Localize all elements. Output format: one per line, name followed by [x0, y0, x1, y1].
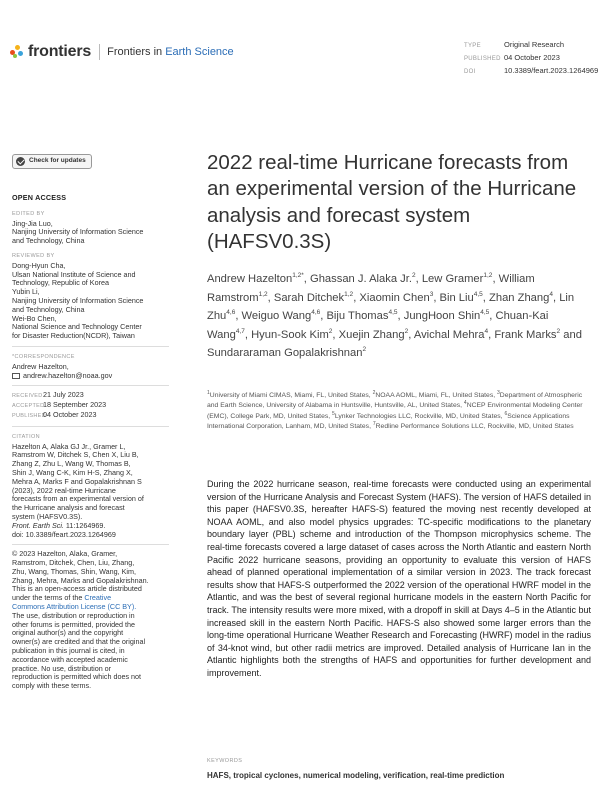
reviewer-line: Ulsan National Institute of Science and	[12, 269, 136, 279]
copyright-line: original author(s) and the copyright	[12, 628, 124, 638]
editor-info	[12, 220, 169, 246]
cc-by-link[interactable]: Commons Attribution License (CC BY).	[12, 602, 137, 612]
reviewer-line: for Disaster Reduction(NCDR), Taiwan	[12, 331, 135, 341]
author-affiliation-mark: 1,2	[258, 290, 268, 298]
meta-row	[464, 65, 598, 78]
author-name[interactable]: Xuejin Zhang$^2$	[338, 327, 409, 341]
copyright-text: under the terms of the	[12, 593, 85, 603]
copyright-line: practice. No use, distribution or	[12, 663, 112, 673]
citation-line: Zhang Z, Zhu L, Wang W, Thomas B,	[12, 459, 131, 469]
copyright-line: accordance with accepted academic	[12, 654, 128, 664]
meta-value[interactable]: 10.3389/feart.2023.1264969	[504, 66, 599, 75]
reviewed-by-label: REVIEWED BY	[12, 252, 55, 259]
author-affiliation-mark: 4,5	[480, 309, 490, 316]
affiliation-mark: 5	[332, 410, 335, 417]
editor-line: Jing-Jia Luo,	[12, 218, 53, 228]
date-value: 04 October 2023	[43, 409, 97, 419]
email-link[interactable]: andrew.hazelton@noaa.gov	[23, 370, 113, 380]
affiliation-mark: 2	[372, 390, 376, 396]
citation-line: forecasts from an experimental version of	[12, 494, 144, 504]
keywords: HAFS, tropical cyclones, numerical modeling, verification, real-time prediction	[207, 771, 505, 780]
frontiers-logo-icon	[10, 45, 24, 59]
author-name[interactable]: Ghassan J. Alaka Jr.$^2$	[310, 272, 416, 285]
reviewer-line: and Technology, China	[12, 304, 85, 314]
affiliation-text: Redline Performance Solutions LLC, Rockville, MD, United States	[375, 423, 574, 431]
affiliation-text: Department of Atmospheric and Earth Science, University of Alabama in Huntsville, Huntsville, AL, United States,	[207, 392, 583, 410]
meta-key: DOI	[464, 69, 476, 75]
author-affiliation-mark: 4,6	[226, 309, 236, 316]
reviewer-line: Yubin Li,	[12, 287, 40, 297]
date-row	[12, 411, 169, 421]
editor-line: Nanjing University of Information Science	[12, 227, 144, 237]
meta-row	[464, 52, 598, 65]
citation-line: system (HAFSV0.3S).	[12, 511, 83, 521]
brand-divider	[99, 44, 100, 60]
copyright-line: owner(s) are credited and that the original	[12, 637, 146, 647]
citation-line: Hazelton A, Alaka GJ Jr., Gramer L,	[12, 441, 126, 451]
affiliation-text: NOAA AOML, Miami, FL, United States,	[375, 392, 497, 399]
copyright-line: comply with these terms.	[12, 681, 92, 691]
article-meta	[464, 39, 598, 78]
author-affiliation-mark: 1,2*	[292, 272, 304, 279]
author-list: Andrew Hazelton$^{1,2*}$, Ghassan J. Alaka Jr.$^2$, Lew Gramer$^{1,2}$, William Ramstrom$^{1,2}$, Sarah Ditchek$^{1,2}$, Xiaomin Chen$^3$, Bin Liu$^{4,5}$, Zhan Zhang$^4$, Lin Zhu$^{4,6}$, Weiguo Wang$^{4,6}$, Biju Thomas$^{4,5}$, JungHoon Shin$^{4,5}$, Chuan-Kai Wang$^{4,7}$, Hyun-Sook Kim$^2$, Xuejin Zhang$^2$, Avichal Mehra$^4$, Frank Marks$^2$ and Sundararaman Gopalakrishnan$^2$	[207, 272, 582, 359]
correspondent-name: Andrew Hazelton,	[12, 361, 69, 371]
copyright-line: The use, distribution or reproduction in	[12, 610, 135, 620]
dates-block	[12, 391, 169, 420]
reviewer-line: Wei-Bo Chen,	[12, 313, 57, 323]
author-name[interactable]: Sarah Ditchek$^{1,2}$	[273, 290, 354, 304]
author-name[interactable]: Bin Liu$^{4,5}$	[439, 290, 483, 304]
citation-line: the Hurricane analysis and forecast	[12, 503, 125, 513]
affiliation-mark: 3	[497, 390, 500, 396]
author-affiliation-mark: 2	[556, 327, 561, 335]
citation-line: Mehra A, Marks F and Gopalakrishnan S	[12, 476, 142, 486]
meta-row	[464, 39, 598, 52]
copyright-line: Ramstrom, Ditchek, Chen, Liu, Zhang,	[12, 558, 135, 568]
author-affiliation-mark: 4,5	[388, 309, 398, 316]
date-value: 18 September 2023	[43, 400, 107, 410]
email-row[interactable]	[12, 372, 169, 381]
author-name[interactable]: Biju Thomas$^{4,5}$	[326, 309, 398, 322]
abstract: During the 2022 hurricane season, real-time forecasts were conducted using an experimental version of the Hurricane Analysis and Forecast System (HAFS). The version of HAFS detailed in this paper (HAFSV0.3S, hereafter HAFS-S) featured the moving nest recently developed at NOAA AOML, and also model physics upgrades: TC-specific modifications to the planetary boundary layer (PBL) scheme and introduction of the Thompson microphysics scheme. The real-time forecasts covered a large dataset of cases across the North Atlantic and eastern North Pacific 2022 hurricane seasons, providing an opportunity to evaluate this version of HAFS ahead of planned operational implementation of a similar version in 2023. The track forecast results show that HAFS-S outperformed the 2022 version of the operational HWRF model in the Atlantic, and was the best of several regional hurricane models in the eastern North Pacific for track. The intensity results were more mixed, with a dropoff in skill at Days 4–5 in the Atlantic but increased skill in the eastern North Pacific. HAFS-S also showed some larger errors than the long-time operational Hurricane Weather Research and Forecasting (HWRF) model in the radius of 34-knot wind, but other radii metrics are improved. Detailed analysis of Hurricane Ian in the Atlantic highlights both the strengths of HAFS and opportunities for further development and improvement.	[207, 479, 592, 678]
reviewer-line: Dong-Hyun Cha,	[12, 260, 66, 270]
check-for-updates-button[interactable]: Check for updates	[12, 154, 92, 169]
date-value: 21 July 2023	[43, 390, 84, 400]
copyright-text	[12, 550, 169, 691]
author-name[interactable]: Andrew Hazelton$^{1,2*}$	[207, 272, 304, 285]
correspondence-label: *CORRESPONDENCE	[12, 353, 75, 360]
author-name[interactable]: Lin Zhu$^{4,6}$	[207, 291, 575, 322]
affiliation-mark: 6	[504, 410, 508, 417]
copyright-line: © 2023 Hazelton, Alaka, Gramer,	[12, 549, 118, 559]
affiliation-text: Lynker Technologies LLC, Rockville, MD, United States,	[334, 412, 505, 420]
author-name[interactable]: William Ramstrom$^{1,2}$	[207, 273, 535, 304]
affiliations	[207, 391, 587, 433]
meta-value: Original Research	[504, 40, 565, 49]
author-name[interactable]: Chuan-Kai Wang$^{4,7}$	[207, 310, 549, 341]
article-title: 2022 real-time Hurricane forecasts from an experimental version of the Hurricane analysis and forecast system (HAFSV0.3S)	[207, 151, 577, 253]
author-affiliation-mark: 4	[484, 327, 489, 335]
reviewer-line: National Science and Technology Center	[12, 322, 142, 332]
author-affiliation-mark: 2	[362, 346, 367, 353]
affiliation-mark: 4	[463, 400, 467, 407]
citation-text	[12, 443, 169, 522]
affiliation-text: Science Applications International Corporation, Lanham, MD, United States,	[207, 412, 570, 431]
citation-line: Shin J, Wang C-K, Kim H-S, Zhang X,	[12, 467, 133, 477]
envelope-icon	[12, 373, 20, 379]
citation-doi[interactable]: doi: 10.3389/feart.2023.1264969	[12, 529, 116, 539]
author-name[interactable]: JungHoon Shin$^{4,5}$	[403, 309, 490, 322]
reviewer-line: Nanjing University of Information Science	[12, 295, 144, 305]
edited-by-label: EDITED BY	[12, 210, 45, 217]
author-affiliation-mark: 1,2	[344, 290, 354, 298]
author-affiliation-mark: 4	[549, 290, 553, 298]
citation-line: (2023), 2022 real-time Hurricane	[12, 485, 116, 495]
affiliation-text: NCEP Environmental Modeling Center (EMC), College Park, MD, United States,	[207, 402, 583, 420]
logo-word: frontiers	[28, 43, 92, 60]
author-name[interactable]: Weiguo Wang$^{4,6}$	[241, 309, 321, 322]
author-affiliation-mark: 4,6	[311, 309, 321, 316]
affiliation-text: University of Miami CIMAS, Miami, FL, United States,	[209, 392, 373, 399]
meta-key: TYPE	[464, 43, 481, 49]
author-affiliation-mark: 4,7	[235, 327, 245, 335]
author-name[interactable]: Avichal Mehra$^4$	[413, 327, 489, 341]
date-key: PUBLISHED	[12, 412, 46, 419]
author-affiliation-mark: 2	[411, 272, 416, 279]
author-name[interactable]: Lew Gramer$^{1,2}$	[421, 272, 493, 285]
citation-line: Ramstrom W, Ditchek S, Chen X, Liu B,	[12, 450, 139, 460]
author-affiliation-mark: 3	[429, 290, 434, 298]
author-name[interactable]: Frank Marks$^2$	[494, 327, 561, 341]
author-affiliation-mark: 2	[328, 327, 333, 335]
citation-journal: Front. Earth Sci. 11:1264969.	[12, 520, 106, 530]
copyright-line: This is an open-access article distributed	[12, 584, 142, 594]
copyright-line: publication in this journal is cited, in	[12, 646, 125, 656]
author-affiliation-mark: 1,2	[483, 272, 493, 279]
copyright-line: reproduction is permitted which does not	[12, 672, 142, 682]
editor-line: and Technology, China	[12, 236, 85, 246]
citation-label: CITATION	[12, 433, 41, 440]
affiliation-mark: 1	[207, 390, 210, 396]
author-affiliation-mark: 4,5	[473, 290, 483, 298]
date-key: RECEIVED	[12, 393, 43, 400]
keywords-label: KEYWORDS	[207, 758, 243, 764]
author-name[interactable]: Hyun-Sook Kim$^2$	[251, 327, 333, 341]
author-name[interactable]: Xiaomin Chen$^3$	[359, 290, 434, 304]
copyright-line: other forums is permitted, provided the	[12, 619, 136, 629]
author-affiliation-mark: 2	[404, 327, 409, 335]
meta-key: PUBLISHED	[464, 56, 501, 62]
date-key: ACCEPTED	[12, 403, 45, 410]
article-sidebar	[12, 154, 169, 691]
copyright-line: Zhu, Wang, Thomas, Shin, Wang, Kim,	[12, 566, 136, 576]
reviewers-info	[12, 262, 169, 341]
cc-by-link[interactable]: Creative	[84, 593, 112, 603]
journal-name: Frontiers in Earth Science	[107, 46, 234, 58]
reviewer-line: Technology, Republic of Korea	[12, 278, 109, 288]
open-access-label: OPEN ACCESS	[12, 193, 67, 202]
affiliation-mark: 7	[372, 421, 376, 428]
meta-value: 04 October 2023	[504, 53, 560, 62]
brand[interactable]	[10, 43, 234, 61]
copyright-line: Zhang, Mehra, Marks and Gopalakrishnan.	[12, 575, 149, 585]
author-name[interactable]: Zhan Zhang$^4$	[489, 290, 553, 304]
author-name[interactable]: Sundararaman Gopalakrishnan$^2$	[207, 346, 367, 359]
check-icon	[16, 157, 25, 166]
